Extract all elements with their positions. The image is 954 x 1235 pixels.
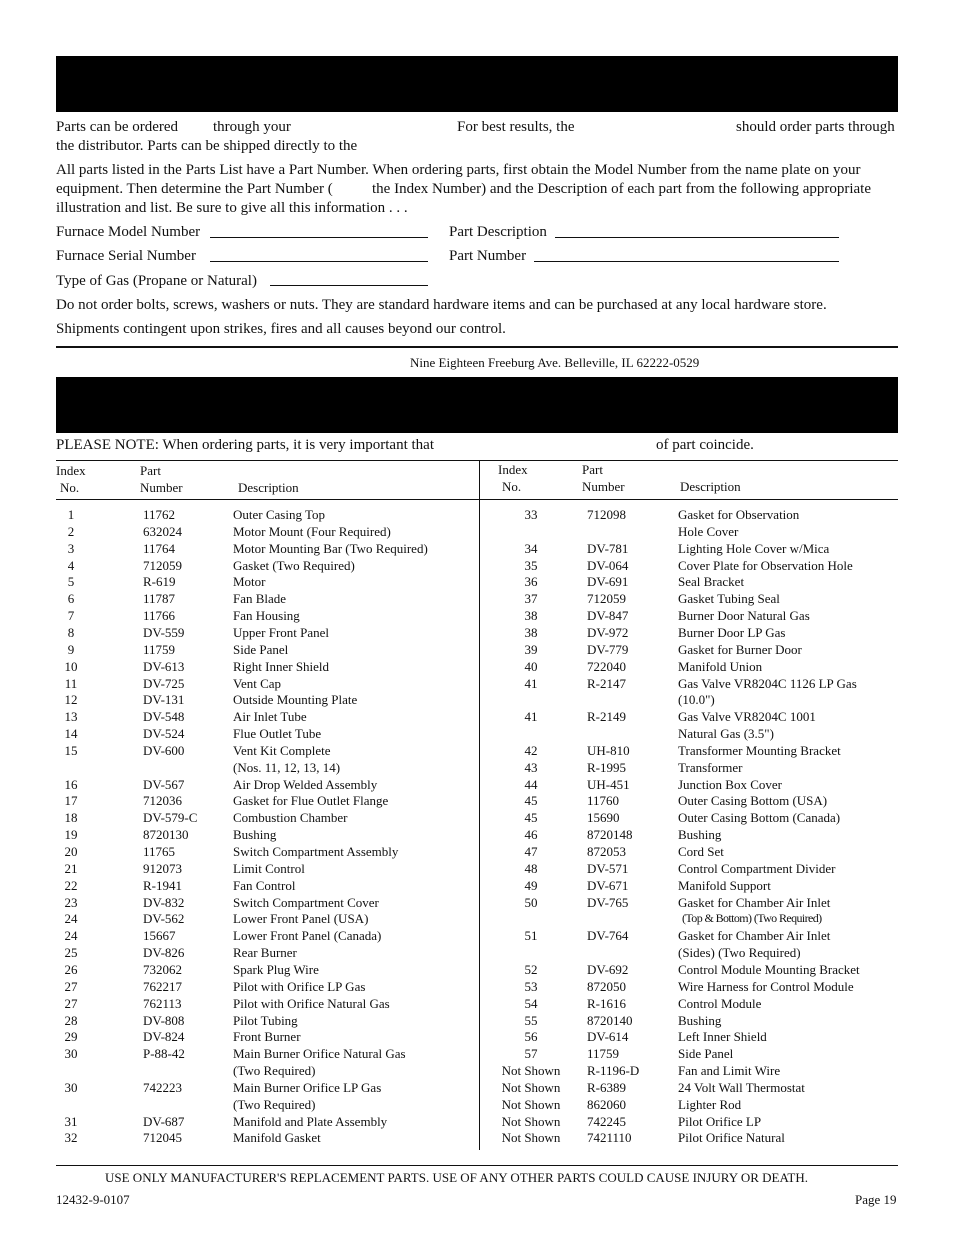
description-cell: Control Compartment Divider xyxy=(678,860,836,876)
description-cell: Seal Bracket xyxy=(678,574,745,590)
field-number-line xyxy=(534,261,839,262)
description-cell: Gasket for Observation xyxy=(678,507,800,522)
right-hdr-part: Part xyxy=(582,462,603,477)
index-cell: 41 xyxy=(524,709,538,725)
description-cell: Gasket for Chamber Air Inlet xyxy=(678,894,831,910)
divider xyxy=(56,346,898,348)
index-cell: 25 xyxy=(64,945,78,961)
description-cell: Outer Casing Top xyxy=(233,507,326,522)
part-number-cell: R-1995 xyxy=(587,759,626,775)
description-cell: Manifold and Plate Assembly xyxy=(233,1113,388,1129)
description-cell: (Top & Bottom) (Two Required) xyxy=(682,911,822,926)
part-number-cell: DV-614 xyxy=(587,1029,629,1045)
description-cell: Gasket Tubing Seal xyxy=(678,591,780,607)
index-cell: 44 xyxy=(524,776,538,792)
index-cell: 37 xyxy=(524,591,538,607)
index-cell: Not Shown xyxy=(501,1063,561,1079)
description-cell: Bushing xyxy=(233,827,277,843)
description-cell: Gasket (Two Required) xyxy=(233,557,355,573)
description-cell: Pilot with Orifice Natural Gas xyxy=(233,995,390,1011)
part-number-cell: R-2147 xyxy=(587,675,626,691)
part-number-cell: DV-548 xyxy=(143,709,185,725)
description-cell: Front Burner xyxy=(233,1029,301,1045)
description-cell: Wire Harness for Control Module xyxy=(678,978,854,994)
index-cell: 45 xyxy=(524,810,538,826)
part-number-cell: 11759 xyxy=(587,1046,620,1062)
description-cell: Main Burner Orifice LP Gas xyxy=(233,1079,382,1095)
company-address: Nine Eighteen Freeburg Ave. Belleville, IL 62222-0529 xyxy=(410,355,700,370)
part-number-cell: 11787 xyxy=(143,591,176,607)
index-cell: 26 xyxy=(64,961,78,977)
part-number-cell: UH-810 xyxy=(587,742,630,758)
description-cell: Spark Plug Wire xyxy=(233,961,319,977)
index-cell: 45 xyxy=(524,793,538,809)
part-number-cell: 872053 xyxy=(587,844,626,859)
description-cell: Manifold Support xyxy=(678,877,771,893)
part-number-cell: 7421110 xyxy=(587,1130,632,1146)
index-cell: 53 xyxy=(524,978,538,994)
ordering-header-banner xyxy=(56,56,898,112)
index-cell: 57 xyxy=(524,1046,538,1062)
description-cell: Cover Plate for Observation Hole xyxy=(678,557,853,573)
description-cell: Lighter Rod xyxy=(678,1096,742,1112)
description-cell: Motor xyxy=(233,574,266,590)
description-cell: Pilot Orifice LP xyxy=(678,1113,762,1129)
parts-list-header-banner xyxy=(56,377,898,433)
description-cell: (Two Required) xyxy=(233,1096,316,1112)
description-cell: Combustion Chamber xyxy=(233,810,348,826)
index-cell: 5 xyxy=(67,574,75,590)
index-cell: 32 xyxy=(64,1130,78,1146)
description-cell: Left Inner Shield xyxy=(678,1029,767,1045)
index-cell: 24 xyxy=(64,911,78,927)
part-number-cell: DV-781 xyxy=(587,540,629,556)
part-number-cell: 11765 xyxy=(143,844,176,859)
part-number-cell: DV-847 xyxy=(587,608,629,624)
index-cell: 39 xyxy=(524,641,538,657)
description-cell: Fan Control xyxy=(233,877,296,893)
index-cell: 52 xyxy=(524,961,538,977)
description-cell: Side Panel xyxy=(678,1046,734,1062)
part-number-cell: DV-559 xyxy=(143,624,185,640)
hardware-note: Do not order bolts, screws, washers or nuts. They are standard hardware items and can be purchased at any local hardware store. xyxy=(56,297,827,313)
ordering-text-2: the distributor. Parts can be shipped directly to the xyxy=(56,138,358,154)
part-number-cell: 712098 xyxy=(587,507,626,522)
part-number-cell: 742223 xyxy=(143,1079,182,1095)
description-cell: Switch Compartment Assembly xyxy=(233,844,399,859)
table-bottom-rule xyxy=(56,1165,898,1166)
description-cell: Burner Door LP Gas xyxy=(678,624,786,640)
footer-warning: USE ONLY MANUFACTURER'S REPLACEMENT PARTS. USE OF ANY OTHER PARTS COULD CAUSE INJURY OR DEATH. xyxy=(105,1170,809,1185)
right-hdr-number: Number xyxy=(582,479,625,494)
part-number-cell: DV-571 xyxy=(587,860,629,876)
index-cell: 28 xyxy=(64,1012,78,1028)
description-cell: Vent Kit Complete xyxy=(233,742,331,758)
field-desc-label: Part Description xyxy=(449,224,547,240)
description-cell: Outer Casing Bottom (Canada) xyxy=(678,810,841,826)
description-cell: Pilot with Orifice LP Gas xyxy=(233,978,366,994)
description-cell: Air Drop Welded Assembly xyxy=(233,776,378,792)
description-cell: Junction Box Cover xyxy=(678,776,782,792)
parts-info-line-2a: equipment. Then determine the Part Number ( xyxy=(56,181,333,197)
index-cell: 12 xyxy=(64,692,78,708)
part-number-cell: DV-972 xyxy=(587,624,629,640)
part-number-cell: DV-691 xyxy=(587,574,629,590)
parts-note-b: of part coincide. xyxy=(656,437,754,453)
part-number-cell: DV-687 xyxy=(143,1113,185,1129)
part-number-cell: P-88-42 xyxy=(143,1046,185,1062)
index-cell: Not Shown xyxy=(501,1130,561,1146)
description-cell: Rear Burner xyxy=(233,945,297,961)
part-number-cell: 712059 xyxy=(587,591,626,607)
description-cell: Gasket for Chamber Air Inlet xyxy=(678,928,831,944)
ordering-text-1c: For best results, the xyxy=(457,119,575,135)
description-cell: Right Inner Shield xyxy=(233,658,330,674)
index-cell: 19 xyxy=(64,827,78,843)
index-cell: 6 xyxy=(67,591,75,607)
part-number-cell: DV-671 xyxy=(587,877,629,893)
part-number-cell: 8720130 xyxy=(143,827,189,843)
part-number-cell: 11760 xyxy=(587,793,620,809)
ordering-text-1d: should order parts through xyxy=(736,119,895,135)
part-number-cell: DV-692 xyxy=(587,961,629,977)
index-cell: 20 xyxy=(64,844,78,859)
field-serial-line xyxy=(210,261,428,262)
part-number-cell: 762113 xyxy=(143,995,182,1011)
index-cell: 50 xyxy=(524,894,538,910)
right-hdr-desc: Description xyxy=(680,479,741,494)
description-cell: Outside Mounting Plate xyxy=(233,692,358,708)
part-number-cell: DV-562 xyxy=(143,911,185,927)
part-number-cell: DV-613 xyxy=(143,658,185,674)
description-cell: Lower Front Panel (Canada) xyxy=(233,928,382,944)
description-cell: Limit Control xyxy=(233,860,305,876)
index-cell: 38 xyxy=(524,624,538,640)
index-cell: 30 xyxy=(64,1079,78,1095)
description-cell: (10.0") xyxy=(678,692,715,708)
parts-info-line-3: illustration and list. Be sure to give all this information . . . xyxy=(56,200,408,216)
description-cell: Side Panel xyxy=(233,641,289,657)
ordering-text-1a: Parts can be ordered xyxy=(56,119,179,135)
part-number-cell: R-1196-D xyxy=(587,1063,640,1079)
index-cell: 8 xyxy=(67,624,75,640)
part-number-cell: 712045 xyxy=(143,1130,182,1146)
part-number-cell: DV-824 xyxy=(143,1029,185,1045)
parts-info-line-1: All parts listed in the Parts List have a Part Number. When ordering parts, first obtain the Model Number from the name plate on your xyxy=(56,162,861,178)
description-cell: Main Burner Orifice Natural Gas xyxy=(233,1046,406,1062)
index-cell: 4 xyxy=(67,557,75,573)
index-cell: 13 xyxy=(64,709,78,725)
right-hdr-index: Index xyxy=(498,462,528,477)
description-cell: Motor Mount (Four Required) xyxy=(233,523,391,539)
index-cell: 27 xyxy=(64,978,78,994)
part-number-cell: R-2149 xyxy=(587,709,626,725)
part-number-cell: DV-567 xyxy=(143,776,185,792)
parts-note-a: PLEASE NOTE: When ordering parts, it is very important that xyxy=(56,437,434,453)
field-gas-label: Type of Gas (Propane or Natural) xyxy=(56,273,257,289)
part-number-cell: 722040 xyxy=(587,658,626,674)
description-cell: Outer Casing Bottom (USA) xyxy=(678,793,828,809)
part-number-cell: 8720148 xyxy=(587,827,633,843)
field-serial-label: Furnace Serial Number xyxy=(56,248,196,264)
index-cell: 17 xyxy=(64,793,78,809)
left-hdr-desc: Description xyxy=(238,480,299,495)
index-cell: 1 xyxy=(67,507,75,522)
index-cell: 30 xyxy=(64,1046,78,1062)
description-cell: Transformer Mounting Bracket xyxy=(678,742,841,758)
index-cell: Not Shown xyxy=(501,1113,561,1129)
part-number-cell: 632024 xyxy=(143,523,182,539)
description-cell: Manifold Union xyxy=(678,658,763,674)
part-number-cell: DV-600 xyxy=(143,742,185,758)
parts-info-line-2b: the Index Number) and the Description of each part from the following appropriate xyxy=(372,181,871,197)
part-number-cell: DV-832 xyxy=(143,894,185,910)
shipment-note: Shipments contingent upon strikes, fires and all causes beyond our control. xyxy=(56,321,506,337)
index-cell: 49 xyxy=(524,877,538,893)
description-cell: 24 Volt Wall Thermostat xyxy=(678,1079,805,1095)
part-number-cell: 11759 xyxy=(143,641,176,657)
document-number: 12432-9-0107 xyxy=(56,1192,130,1207)
left-hdr-index: Index xyxy=(56,463,86,478)
index-cell: 51 xyxy=(524,928,538,944)
part-number-cell: DV-064 xyxy=(587,557,629,573)
description-cell: Control Module Mounting Bracket xyxy=(678,961,860,977)
index-cell: 55 xyxy=(524,1012,538,1028)
description-cell: Transformer xyxy=(678,759,743,775)
part-number-cell: DV-579-C xyxy=(143,810,198,826)
index-cell: 27 xyxy=(64,995,78,1011)
index-cell: 2 xyxy=(67,523,75,539)
index-cell: 42 xyxy=(524,742,538,758)
description-cell: Control Module xyxy=(678,995,762,1011)
description-cell: Gas Valve VR8204C 1001 xyxy=(678,709,816,725)
description-cell: Bushing xyxy=(678,1012,722,1028)
index-cell: 22 xyxy=(64,877,78,893)
index-cell: 43 xyxy=(524,759,538,775)
index-cell: 56 xyxy=(524,1029,538,1045)
part-number-cell: DV-765 xyxy=(587,894,629,910)
part-number-cell: 732062 xyxy=(143,961,182,977)
table-column-divider xyxy=(479,500,480,1150)
part-number-cell: UH-451 xyxy=(587,776,630,792)
index-cell: 9 xyxy=(67,641,75,657)
part-number-cell: 872050 xyxy=(587,978,626,994)
description-cell: (Nos. 11, 12, 13, 14) xyxy=(233,759,341,775)
table-header-rule xyxy=(56,499,898,500)
index-cell: 21 xyxy=(64,860,78,876)
description-cell: Lighting Hole Cover w/Mica xyxy=(678,540,830,556)
index-cell: 10 xyxy=(64,658,78,674)
index-cell: 47 xyxy=(524,844,538,859)
part-number-cell: DV-725 xyxy=(143,675,185,691)
index-cell: 18 xyxy=(64,810,78,826)
part-number-cell: 762217 xyxy=(143,978,182,994)
index-cell: 31 xyxy=(64,1113,78,1129)
description-cell: Natural Gas (3.5") xyxy=(678,726,774,742)
index-cell: 3 xyxy=(67,540,75,556)
description-cell: Pilot Orifice Natural xyxy=(678,1130,785,1146)
index-cell: 14 xyxy=(64,726,78,742)
description-cell: Pilot Tubing xyxy=(233,1012,298,1028)
part-number-cell: R-1616 xyxy=(587,995,626,1011)
field-number-label: Part Number xyxy=(449,248,527,264)
part-number-cell: 912073 xyxy=(143,860,182,876)
part-number-cell: DV-764 xyxy=(587,928,629,944)
part-number-cell: 742245 xyxy=(587,1113,626,1129)
part-number-cell: 862060 xyxy=(587,1096,626,1112)
field-gas-line xyxy=(270,285,428,286)
table-header-divider xyxy=(479,460,480,500)
part-number-cell: R-1941 xyxy=(143,877,182,893)
description-cell: Switch Compartment Cover xyxy=(233,894,379,910)
index-cell: 40 xyxy=(524,658,538,674)
index-cell: 33 xyxy=(524,507,538,522)
field-model-line xyxy=(210,237,428,238)
index-cell: 46 xyxy=(524,827,538,843)
part-number-cell: 712059 xyxy=(143,557,182,573)
index-cell: 24 xyxy=(64,928,78,944)
description-cell: (Sides) (Two Required) xyxy=(678,945,801,961)
description-cell: Upper Front Panel xyxy=(233,624,330,640)
index-cell: 15 xyxy=(64,742,78,758)
part-number-cell: 15667 xyxy=(143,928,176,944)
part-number-cell: 8720140 xyxy=(587,1012,633,1028)
index-cell: 36 xyxy=(524,574,538,590)
description-cell: Fan Blade xyxy=(233,591,287,607)
page-number: Page 19 xyxy=(855,1192,897,1207)
part-number-cell: 11764 xyxy=(143,540,176,556)
index-cell: 16 xyxy=(64,776,78,792)
part-number-cell: DV-524 xyxy=(143,726,185,742)
description-cell: Cord Set xyxy=(678,844,724,859)
field-model-label: Furnace Model Number xyxy=(56,224,201,240)
description-cell: Bushing xyxy=(678,827,722,843)
left-hdr-part: Part xyxy=(140,463,161,478)
description-cell: Flue Outlet Tube xyxy=(233,726,322,742)
part-number-cell: 15690 xyxy=(587,810,620,826)
index-cell: 23 xyxy=(64,894,78,910)
description-cell: Fan Housing xyxy=(233,608,300,624)
description-cell: Burner Door Natural Gas xyxy=(678,608,810,624)
part-number-cell: R-619 xyxy=(143,574,176,590)
index-cell: Not Shown xyxy=(501,1079,561,1095)
description-cell: Gasket for Flue Outlet Flange xyxy=(233,793,389,809)
description-cell: Air Inlet Tube xyxy=(233,709,307,725)
index-cell: 11 xyxy=(64,675,78,691)
index-cell: 54 xyxy=(524,995,538,1011)
part-number-cell: R-6389 xyxy=(587,1079,626,1095)
part-number-cell: DV-826 xyxy=(143,945,185,961)
part-number-cell: DV-131 xyxy=(143,692,185,708)
field-desc-line xyxy=(555,237,839,238)
part-number-cell: 11766 xyxy=(143,608,176,624)
index-cell: 7 xyxy=(67,608,75,624)
description-cell: (Two Required) xyxy=(233,1063,316,1079)
index-cell: 34 xyxy=(524,540,538,556)
description-cell: Manifold Gasket xyxy=(233,1130,321,1146)
part-number-cell: DV-779 xyxy=(587,641,629,657)
description-cell: Gasket for Burner Door xyxy=(678,641,802,657)
right-hdr-no: No. xyxy=(502,479,522,494)
part-number-cell: 11762 xyxy=(143,507,176,522)
index-cell: 48 xyxy=(524,860,538,876)
index-cell: 29 xyxy=(64,1029,78,1045)
index-cell: 41 xyxy=(524,675,538,691)
left-hdr-number: Number xyxy=(140,480,183,495)
index-cell: 35 xyxy=(524,557,538,573)
description-cell: Hole Cover xyxy=(678,523,739,539)
table-top-rule xyxy=(56,460,898,461)
description-cell: Motor Mounting Bar (Two Required) xyxy=(233,540,428,556)
description-cell: Gas Valve VR8204C 1126 LP Gas xyxy=(678,675,857,691)
index-cell: 38 xyxy=(524,608,538,624)
part-number-cell: DV-808 xyxy=(143,1012,185,1028)
ordering-text-1b: through your xyxy=(213,119,291,135)
description-cell: Fan and Limit Wire xyxy=(678,1063,781,1079)
left-hdr-no: No. xyxy=(60,480,80,495)
description-cell: Lower Front Panel (USA) xyxy=(233,911,369,927)
part-number-cell: 712036 xyxy=(143,793,182,809)
description-cell: Vent Cap xyxy=(233,675,282,691)
index-cell: Not Shown xyxy=(501,1096,561,1112)
